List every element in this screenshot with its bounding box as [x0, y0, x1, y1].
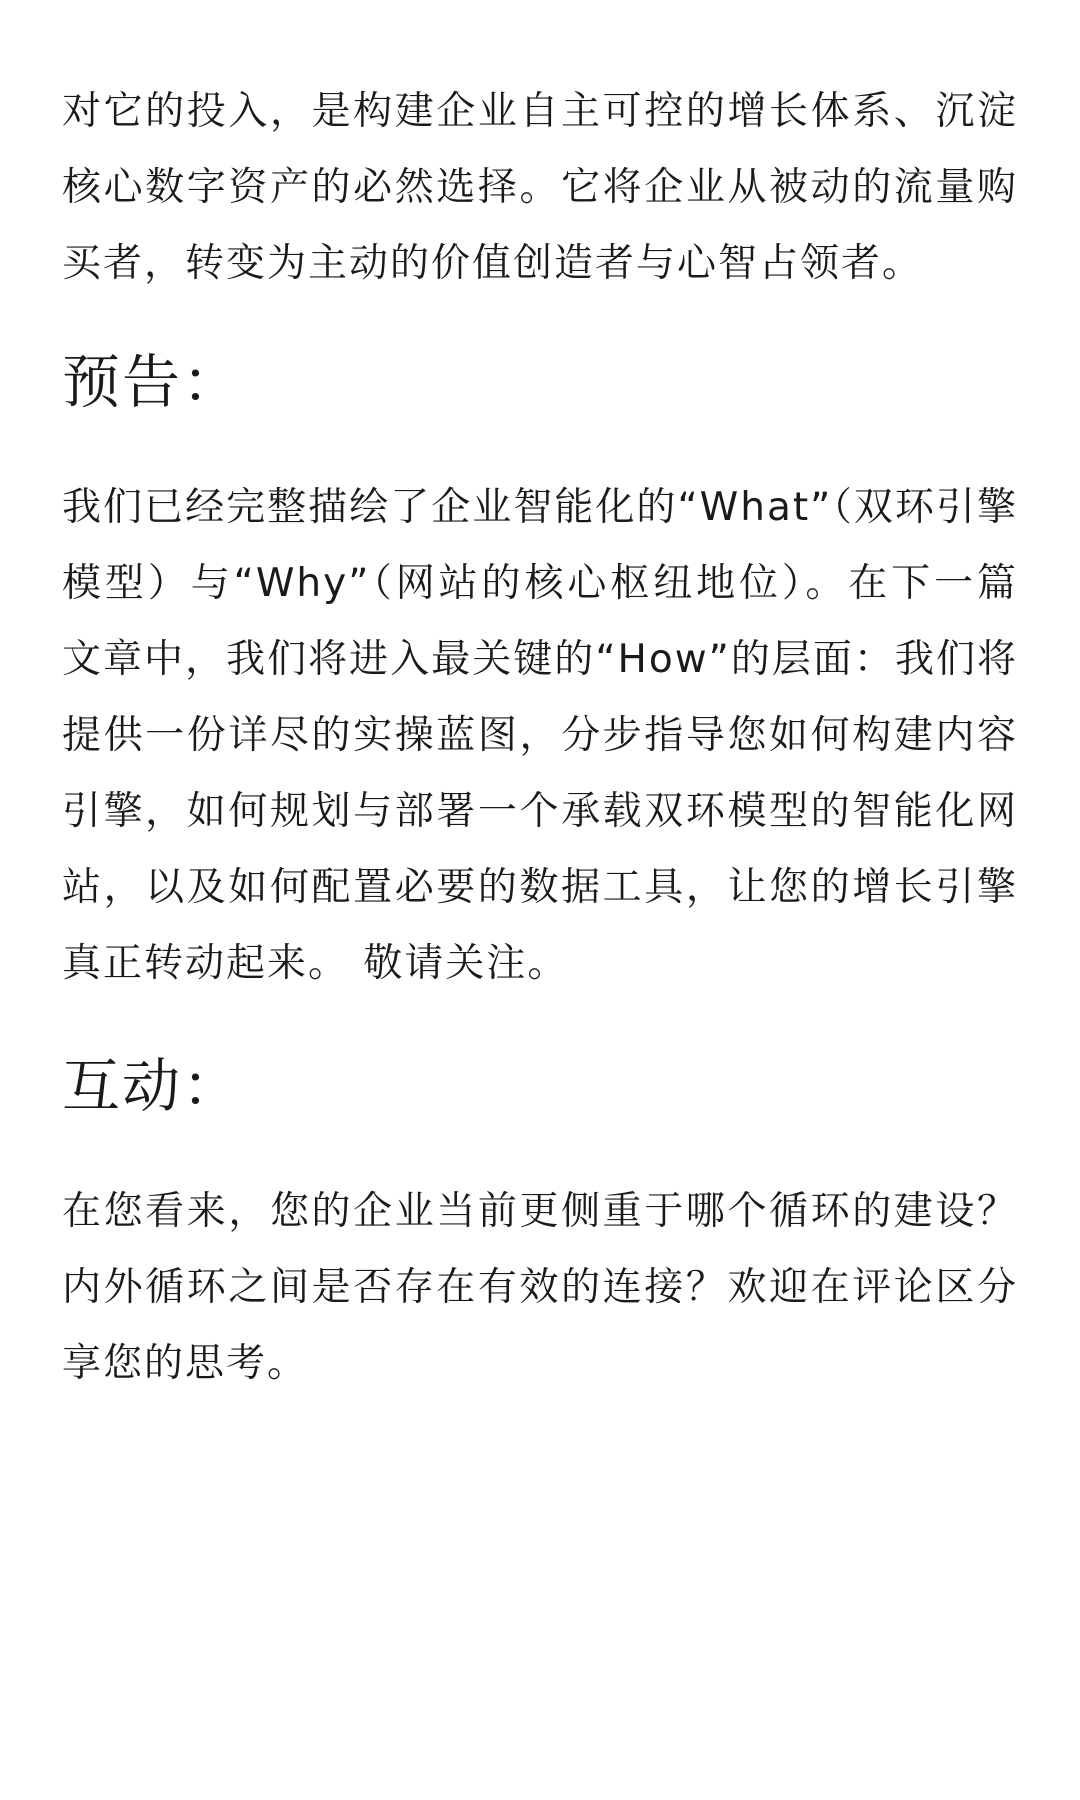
intro-paragraph: 对它的投入，是构建企业自主可控的增长体系、沉淀核心数字资产的必然选择。它将企业从被动的流量购买者，转变为主动的价值创造者与心智占领者。 — [62, 89, 1018, 286]
preview-paragraph: 我们已经完整描绘了企业智能化的“What”（双环引擎模型）与“Why”（网站的核心枢纽地位）。在下一篇文章中，我们将进入最关键的“How”的层面：我们将提供一份详尽的实操蓝图，分步指导您如何构建内容引擎，如何规划与部署一个承载双环模型的智能化网站，以及如何配置必要的数据工具，让您的增长引擎真正转动起来。 敬请关注。 — [62, 485, 1018, 986]
interaction-heading: 互动： — [62, 1052, 243, 1120]
preview-heading: 预告： — [62, 348, 243, 416]
interaction-paragraph: 在您看来，您的企业当前更侧重于哪个循环的建设？内外循环之间是否存在有效的连接？欢迎在评论区分享您的思考。 — [62, 1189, 1018, 1386]
